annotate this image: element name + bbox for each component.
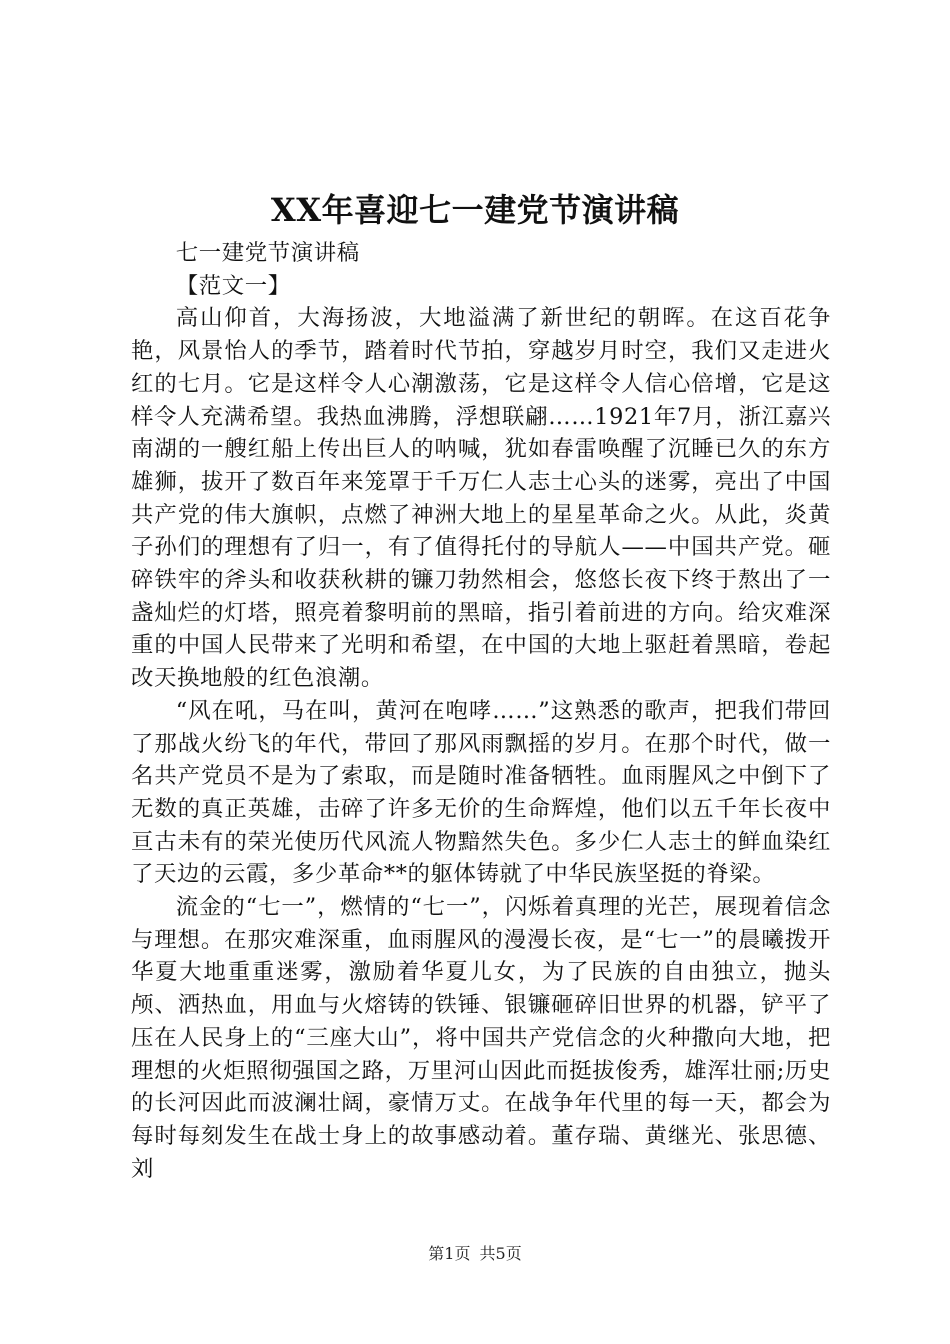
page-number-total: 共5页 xyxy=(479,1244,522,1263)
page-number-current: 第1页 xyxy=(428,1244,471,1263)
document-subtitle: 七一建党节演讲稿 xyxy=(175,240,360,266)
document-title: XX年喜迎七一建党节演讲稿 xyxy=(270,191,680,229)
body-paragraph: 流金的“七一”，燃情的“七一”，闪烁着真理的光芒，展现着信念与理想。在那灾难深重，血雨腥风的漫漫长夜，是“七一”的晨曦拨开华夏大地重重迷雾，激励着华夏儿女，为了民族的自由独立，抛头颅、洒热血，用血与火熔铸的铁锤、银镰砸碎旧世界的机器，铲平了压在人民身上的“三座大山”，将中国共产党信念的火种撒向大地，把理想的火炬照彻强国之路，万里河山因此而挺拔俊秀，雄浑壮丽;历史的长河因此而波澜壮阔，豪情万丈。在战争年代里的每一天，都会为每时每刻发生在战士身上的故事感动着。董存瑞、黄继光、张思德、刘 xyxy=(131,894,831,1182)
body-paragraph: “风在吼，马在叫，黄河在咆哮……”这熟悉的歌声，把我们带回了那战火纷飞的年代，带回了那风雨飘摇的岁月。在那个时代，做一名共产党员不是为了索取，而是随时准备牺牲。血雨腥风之中倒下了无数的真正英雄，击碎了许多无价的生命辉煌，他们以五千年长夜中亘古未有的荣光使历代风流人物黯然失色。多少仁人志士的鲜血染红了天边的云霞，多少革命**的躯体铸就了中华民族坚挺的脊梁。 xyxy=(131,697,831,888)
page-footer xyxy=(0,1243,950,1265)
section-label: 【范文一】 xyxy=(175,272,291,299)
body-paragraph: 高山仰首，大海扬波，大地溢满了新世纪的朝晖。在这百花争艳，风景怡人的季节，踏着时代节拍，穿越岁月时空，我们又走进火红的七月。它是这样令人心潮激荡，它是这样令人信心倍增，它是这样令人充满希望。我热血沸腾，浮想联翩……1921年7月，浙江嘉兴南湖的一艘红船上传出巨人的呐喊，犹如春雷唤醒了沉睡已久的东方雄狮，拔开了数百年来笼罩于千万仁人志士心头的迷雾，亮出了中国共产党的伟大旗帜，点燃了神洲大地上的星星革命之火。从此，炎黄子孙们的理想有了归一，有了值得托付的导航人——中国共产党。砸碎铁牢的斧头和收获秋耕的镰刀勃然相会，悠悠长夜下终于熬出了一盏灿烂的灯塔，照亮着黎明前的黑暗，指引着前进的方向。给灾难深重的中国人民带来了光明和希望，在中国的大地上驱赶着黑暗，卷起改天换地般的红色浪潮。 xyxy=(131,305,831,692)
document-body xyxy=(131,237,831,1185)
